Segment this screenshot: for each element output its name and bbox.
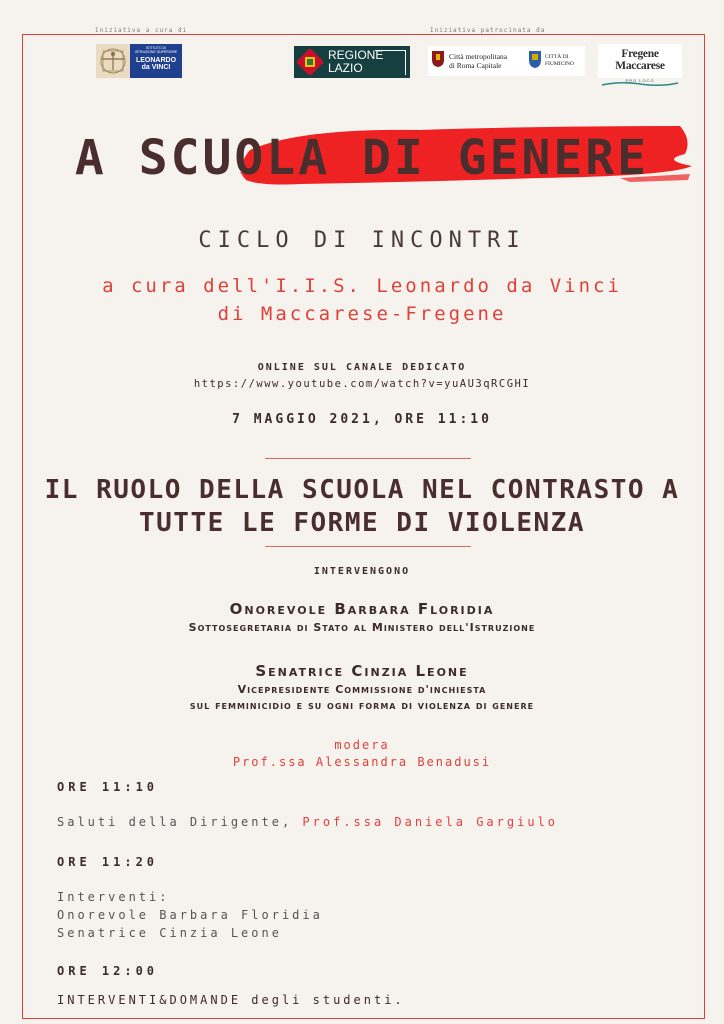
topic-line: TUTTE LE FORME DI VIOLENZA [139,508,585,538]
speaker-role: sul femminicidio e su ogni forma di violenza di genere [189,699,535,712]
regione-slash-icon [375,50,406,75]
fregene-text: Fregene Maccarese [615,48,665,72]
citta-metropolitana-logo [428,46,534,76]
fiumicino-shield-icon [528,49,542,73]
header-left-caption: Iniziativa a cura di [95,27,188,34]
schedule-item [57,815,558,829]
topic-title [0,474,724,540]
school-logo-text: ISTITUTO DI [145,46,167,50]
fiumicino-logo [525,46,585,76]
speaker-role: Sottosegretaria di Stato al Ministero dell'Istruzione [188,621,536,634]
organizer-line: di Maccarese-Fregene [217,303,507,325]
divider-top [265,458,471,459]
schedule-time: ORE 11:10 [57,780,159,794]
schedule-text: Saluti della Dirigente, [57,815,303,829]
header-right-caption: Iniziativa patrocinata da [430,27,546,34]
fiumicino-text: CITTÀ DI [545,54,569,60]
divider-bottom [265,546,471,547]
fiumicino-text: FIUMICINO [545,61,575,67]
speakers-label: INTERVENGONO [313,566,411,577]
citta-metro-text: di Roma Capitale [449,61,502,70]
online-label: ONLINE SUL CANALE DEDICATO [257,362,467,373]
regione-crest-icon [296,48,324,76]
schedule-text: Interventi: [57,890,170,904]
schedule-time: ORE 11:20 [57,855,159,869]
schedule-person: Prof.ssa Daniela Gargiulo [302,815,559,829]
regione-text: REGIONE [328,48,384,62]
speaker-role: Vicepresidente Commissione d'inchiesta [237,683,487,696]
schedule-person: Senatrice Cinzia Leone [57,926,282,940]
speaker-name: Onorevole Barbara Floridia [229,600,495,618]
moderator-label: modera [334,738,390,752]
fregene-subtext: PRO LOCO [625,78,655,83]
event-title: A SCUOLA DI GENERE [74,130,650,186]
speaker-name: Senatrice Cinzia Leone [255,662,469,680]
event-date: 7 MAGGIO 2021, ORE 11:10 [232,412,492,427]
topic-line: IL RUOLO DELLA SCUOLA NEL CONTRASTO A [44,475,680,505]
school-logo [96,44,182,78]
roma-shield-icon [431,50,445,72]
citta-metro-text: Città metropolitana [449,52,508,61]
youtube-url[interactable]: https://www.youtube.com/watch?v=yuAU3qRCGHI [193,378,531,390]
regione-lazio-logo [294,46,410,78]
event-subtitle: CICLO DI INCONTRI [198,228,526,253]
organizer-line: a cura dell'I.I.S. Leonardo da Vinci [102,275,622,297]
vitruvian-icon [96,44,130,78]
fregene-maccarese-logo [598,44,682,83]
schedule-time: ORE 12:00 [57,964,159,978]
school-logo-name: da VINCI [141,64,171,71]
schedule-person: Onorevole Barbara Floridia [57,908,323,922]
organizer [0,272,724,328]
regione-text: LAZIO [328,61,363,75]
school-logo-text: ISTRUZIONE SUPERIORE [134,49,178,54]
school-logo-name: LEONARDO [135,57,177,64]
schedule-text: INTERVENTI&DOMANDE degli studenti. [57,993,405,1007]
moderator-name: Prof.ssa Alessandra Benadusi [232,755,492,769]
